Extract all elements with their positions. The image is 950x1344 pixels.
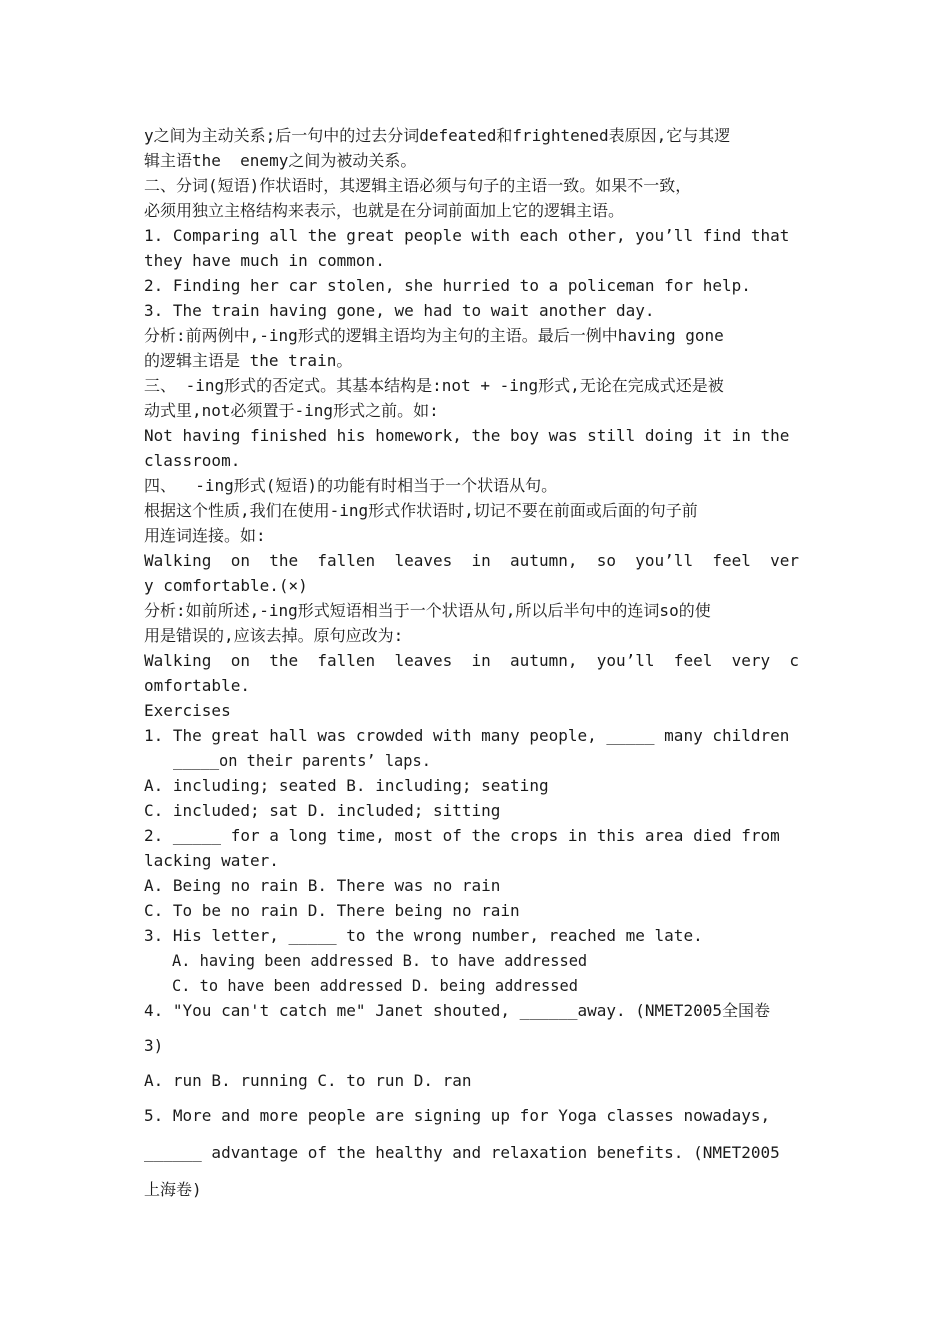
answer-options: A. including; seated B. including; seating — [144, 776, 549, 795]
analysis-text: 分析:前两例中,-ing形式的逻辑主语均为主句的主语。最后一例中having gone — [144, 326, 724, 345]
example-sentence: Walking on the fallen leaves in autumn, you’ll feel very c — [144, 651, 800, 670]
question-text: ______ advantage of the healthy and relaxation benefits. (NMET2005 — [144, 1143, 780, 1162]
analysis-text: 的逻辑主语是 the train。 — [144, 351, 353, 370]
question-text: 3. His letter, _____ to the wrong number, reached me late. — [144, 926, 703, 945]
text-line: 必须用独立主格结构来表示，也就是在分词前面加上它的逻辑主语。 — [144, 201, 625, 220]
example-sentence: Not having finished his homework, the boy was still doing it in the — [144, 426, 790, 445]
example-sentence: they have much in common. — [144, 251, 385, 270]
text-line: 用连词连接。如: — [144, 526, 266, 545]
example-sentence: Walking on the fallen leaves in autumn, so you’ll feel ver — [144, 551, 800, 570]
section-heading: 三、 -ing形式的否定式。其基本结构是:not + -ing形式,无论在完成式还是被 — [144, 376, 724, 395]
question-text: 2. _____ for a long time, most of the crops in this area died from — [144, 826, 780, 845]
example-sentence: omfortable. — [144, 676, 250, 695]
question-text: 1. The great hall was crowded with many people, _____ many children — [144, 726, 790, 745]
question-text: _____on their parents’ laps. — [173, 751, 431, 770]
example-sentence: y comfortable.(×) — [144, 576, 308, 595]
section-heading: 二、分词(短语)作状语时，其逻辑主语必须与句子的主语一致。如果不一致， — [144, 176, 692, 195]
analysis-text: 用是错误的,应该去掉。原句应改为: — [144, 626, 404, 645]
text-line: 动式里,not必须置于-ing形式之前。如: — [144, 401, 439, 420]
question-text: lacking water. — [144, 851, 279, 870]
answer-options: C. included; sat D. included; sitting — [144, 801, 501, 820]
example-sentence: classroom. — [144, 451, 241, 470]
example-sentence: 1. Comparing all the great people with each other, you’ll find that — [144, 226, 790, 245]
answer-options: A. Being no rain B. There was no rain — [144, 876, 501, 895]
text-line: 根据这个性质,我们在使用-ing形式作状语时,切记不要在前面或后面的句子前 — [144, 501, 698, 520]
answer-options: C. to have been addressed D. being addressed — [172, 976, 578, 995]
text-line: y之间为主动关系;后一句中的过去分词defeated和frightened表原因,它与其逻 — [144, 126, 731, 145]
example-sentence: 3. The train having gone, we had to wait another day. — [144, 301, 655, 320]
section-heading: 四、 -ing形式(短语)的功能有时相当于一个状语从句。 — [144, 476, 558, 495]
analysis-text: 分析:如前所述,-ing形式短语相当于一个状语从句,所以后半句中的连词so的使 — [144, 601, 711, 620]
answer-options: A. having been addressed B. to have addressed — [172, 951, 588, 970]
question-text: 上海卷) — [144, 1180, 202, 1199]
question-text: 3) — [144, 1036, 164, 1055]
question-text: 5. More and more people are signing up for Yoga classes nowadays, — [144, 1106, 771, 1125]
exercises-heading: Exercises — [144, 701, 231, 720]
question-text: 4. "You can't catch me" Janet shouted, ______away. (NMET2005全国卷 — [144, 1001, 770, 1020]
example-sentence: 2. Finding her car stolen, she hurried to a policeman for help. — [144, 276, 751, 295]
text-line: 辑主语the enemy之间为被动关系。 — [144, 151, 417, 170]
answer-options: A. run B. running C. to run D. ran — [144, 1071, 472, 1090]
answer-options: C. To be no rain D. There being no rain — [144, 901, 520, 920]
